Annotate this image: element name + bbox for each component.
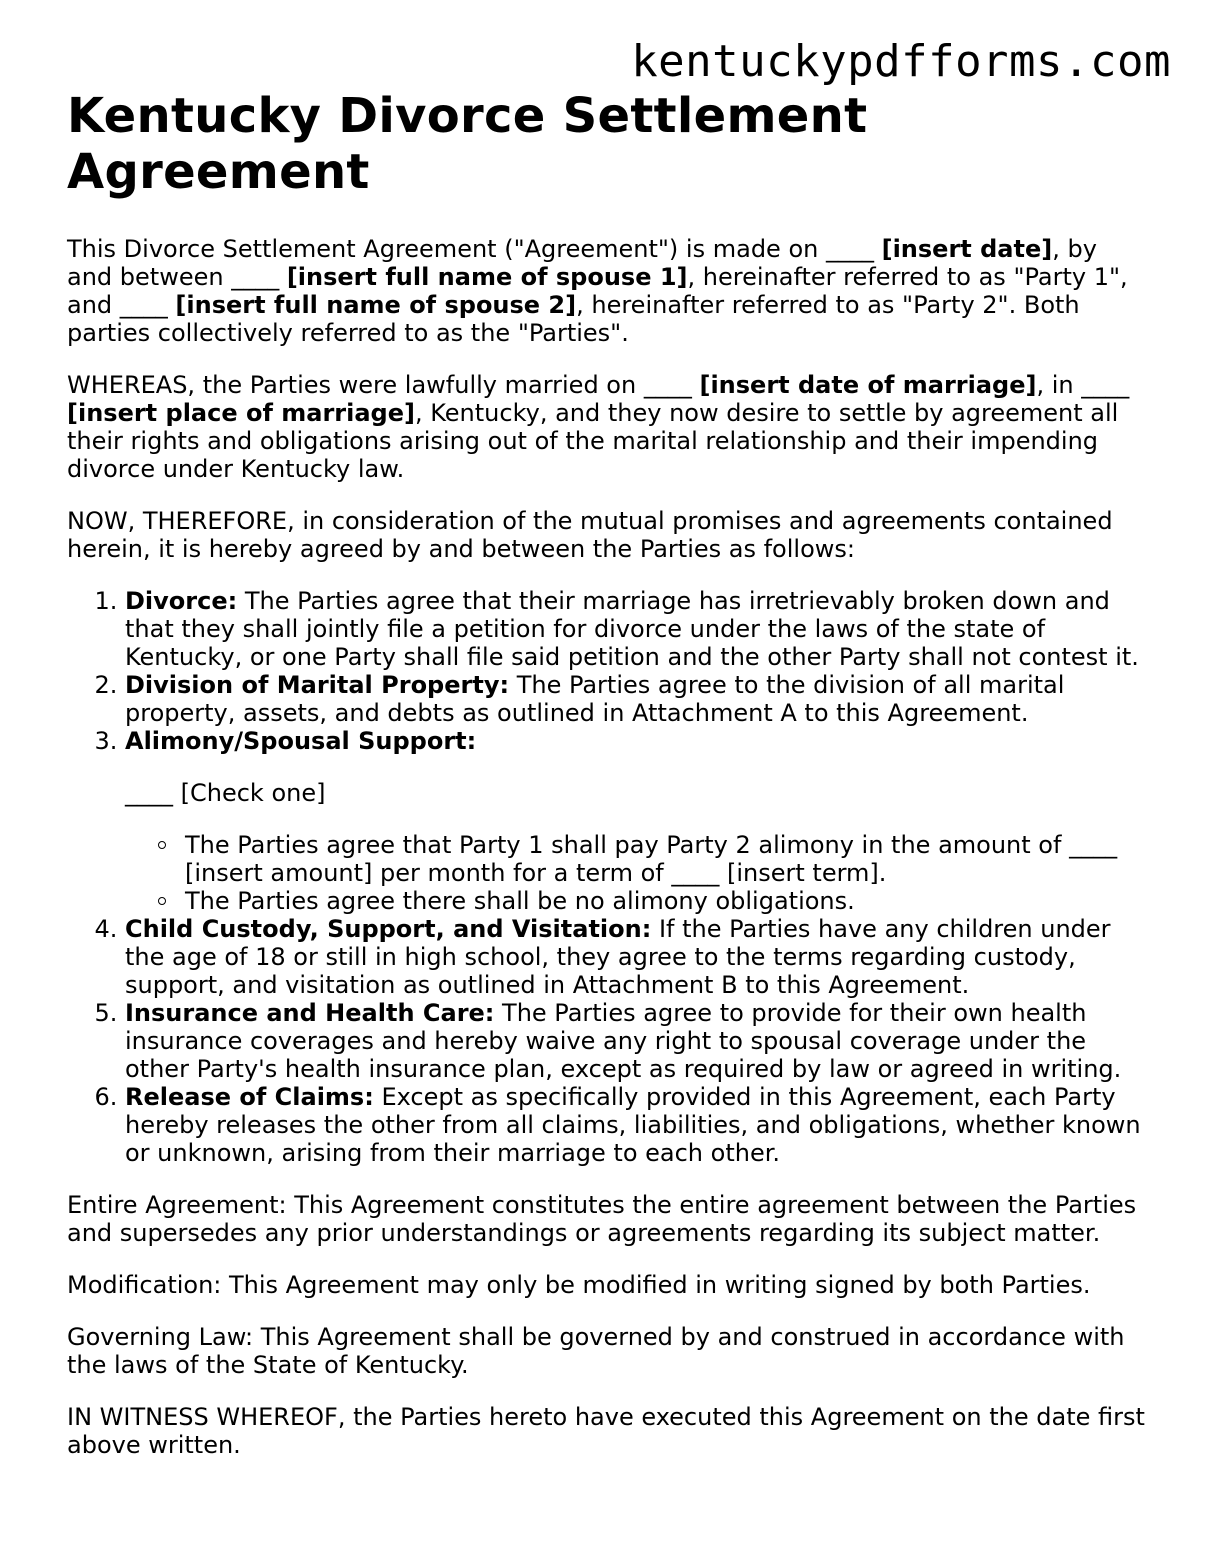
modification-paragraph: Modification: This Agreement may only be modified in writing signed by both Parties.	[67, 1271, 1091, 1299]
whereas-text-2: , in ____	[1036, 371, 1130, 399]
whereas-paragraph	[67, 371, 1147, 483]
term-text: Except as specifically provided in this Agreement, each Party hereby releases the other from all claims, liabilities, and obligations, whether known or unknown, arising from their marriage to each other.	[125, 1083, 1141, 1167]
hollow-bullet-icon	[158, 897, 166, 905]
term-text: The Parties agree to provide for their own health insurance coverages and hereby waive any right to spousal coverage under the other Party's health insurance plan, except as required by law or agreed in writing.	[125, 999, 1122, 1083]
term-child-custody	[125, 915, 1147, 999]
intro-text-2: , by and between ____	[67, 235, 1097, 291]
intro-spouse1-placeholder: [insert full name of spouse 1]	[286, 263, 688, 291]
alimony-option-none	[185, 887, 1147, 915]
intro-paragraph	[67, 235, 1147, 347]
governing-law-paragraph: Governing Law: This Agreement shall be governed by and construed in accordance with the laws of the State of Kentucky.	[67, 1323, 1125, 1379]
witness-paragraph: IN WITNESS WHEREOF, the Parties hereto have executed this Agreement on the date first above written.	[67, 1403, 1145, 1459]
term-heading: Child Custody, Support, and Visitation:	[125, 915, 652, 943]
term-text: The Parties agree to the division of all marital property, assets, and debts as outlined in Attachment A to this Agreement.	[125, 671, 1065, 727]
now-therefore-paragraph: NOW, THEREFORE, in consideration of the mutual promises and agreements contained herein, it is hereby agreed by and between the Parties as follows:	[67, 507, 1113, 563]
whereas-marriage-date-placeholder: [insert date of marriage]	[699, 371, 1037, 399]
entire-agreement-paragraph: Entire Agreement: This Agreement constitutes the entire agreement between the Parties and supersedes any prior understandings or agreements regarding its subject matter.	[67, 1191, 1137, 1247]
option-text: The Parties agree that Party 1 shall pay Party 2 alimony in the amount of ____ [insert amount] per month for a term of ____ [insert term].	[185, 831, 1118, 887]
check-one-line: ____ [Check one]	[125, 779, 326, 807]
term-heading: Insurance and Health Care:	[125, 999, 495, 1027]
option-text: The Parties agree there shall be no alimony obligations.	[185, 887, 855, 915]
intro-date-placeholder: [insert date]	[881, 235, 1053, 263]
whereas-text-1: WHEREAS, the Parties were lawfully married on ____	[67, 371, 700, 399]
term-heading: Alimony/Spousal Support:	[125, 727, 477, 755]
document-title: Kentucky Divorce Settlement Agreement	[67, 88, 868, 200]
term-text: The Parties agree that their marriage has irretrievably broken down and that they shall jointly file a petition for divorce under the laws of the state of Kentucky, or one Party shall file said petition and the other Party shall not contest it.	[125, 587, 1139, 671]
intro-spouse2-placeholder: [insert full name of spouse 2]	[175, 291, 577, 319]
term-insurance	[125, 999, 1147, 1083]
term-text: If the Parties have any children under the age of 18 or still in high school, they agree to the terms regarding custody, support, and visitation as outlined in Attachment B to this Agreement.	[125, 915, 1111, 999]
site-watermark: kentuckypdfforms.com	[631, 36, 1171, 87]
whereas-marriage-place-placeholder: [insert place of marriage]	[67, 399, 415, 427]
term-alimony	[125, 727, 1147, 915]
whereas-text-3: , Kentucky, and they now desire to settle by agreement all their rights and obligations arising out of the marital relationship and their impending divorce under Kentucky law.	[67, 399, 1119, 483]
term-property-division	[125, 671, 1147, 727]
term-heading: Division of Marital Property:	[125, 671, 510, 699]
alimony-options	[125, 831, 1147, 915]
term-release-of-claims	[125, 1083, 1147, 1167]
intro-text-3: , hereinafter referred to as "Party 1", and ____	[67, 263, 1128, 319]
document-body	[67, 88, 1147, 1483]
terms-list	[67, 587, 1147, 1167]
hollow-bullet-icon	[158, 841, 166, 849]
term-heading: Divorce:	[125, 587, 238, 615]
intro-text-1: This Divorce Settlement Agreement ("Agreement") is made on ____	[67, 235, 882, 263]
intro-text-4: , hereinafter referred to as "Party 2". Both parties collectively referred to as the "Parties".	[67, 291, 1080, 347]
term-divorce	[125, 587, 1147, 671]
alimony-option-pay	[185, 831, 1147, 887]
term-heading: Release of Claims:	[125, 1083, 374, 1111]
